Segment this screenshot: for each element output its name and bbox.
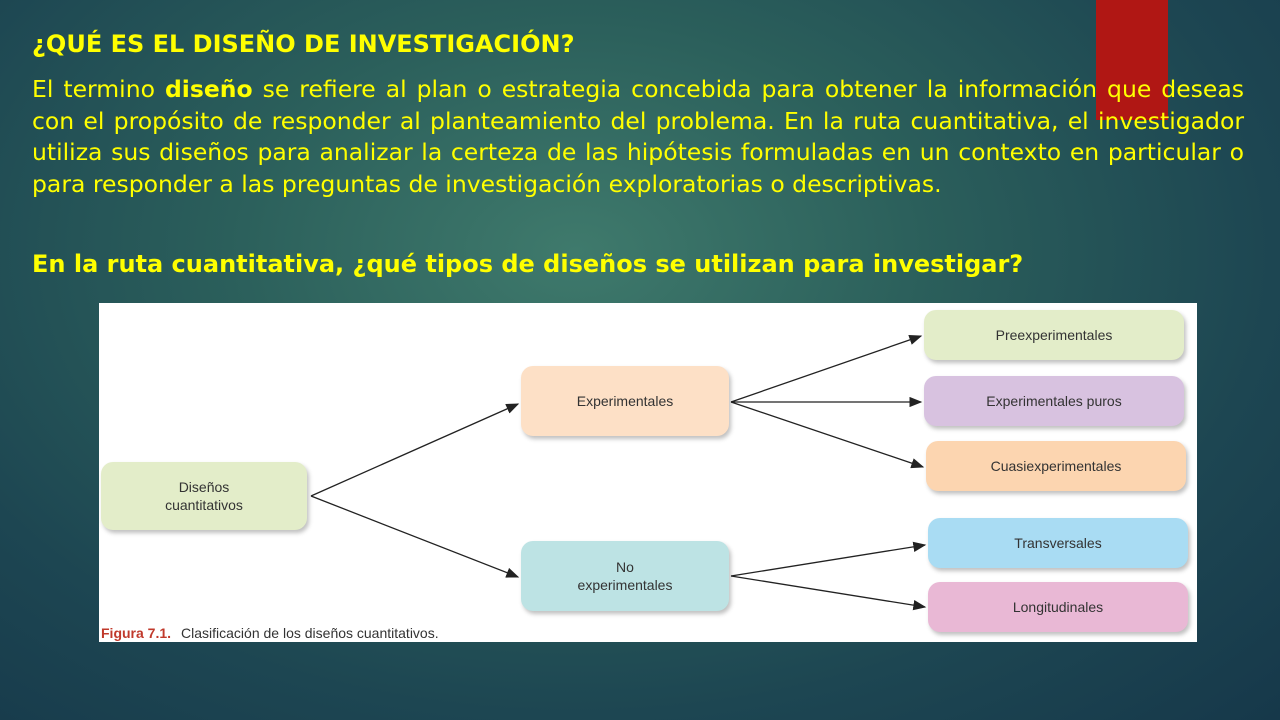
figure-caption-text: Clasificación de los diseños cuantitativos. (181, 625, 439, 641)
figure-caption (101, 625, 439, 641)
arrow-noexp-long (731, 576, 925, 607)
definition-paragraph (32, 74, 1244, 200)
node-experimentales: Experimentales (521, 366, 729, 436)
node-longitudinales: Longitudinales (928, 582, 1188, 632)
slide-title: ¿QUÉ ES EL DISEÑO DE INVESTIGACIÓN? (32, 30, 575, 58)
paragraph-body: se refiere al plan o estrategia concebida para obtener la información que deseas con el propósito de responder al planteamiento del problema. En la ruta cuantitativa, el investigador utiliza sus diseños para analizar la certeza de las hipótesis formuladas en un contexto en particular o para responder a las preguntas de investigación exploratorias o descriptivas. (32, 75, 1244, 198)
node-preexperimentales: Preexperimentales (924, 310, 1184, 360)
question-heading: En la ruta cuantitativa, ¿qué tipos de diseños se utilizan para investigar? (32, 250, 1024, 278)
arrow-exp-cuasi (731, 402, 923, 467)
node-no-experimentales: No experimentales (521, 541, 729, 611)
node-cuasiexperimentales: Cuasiexperimentales (926, 441, 1186, 491)
node-experimentales-puros: Experimentales puros (924, 376, 1184, 426)
arrow-exp-pre (731, 336, 921, 402)
paragraph-keyword: diseño (164, 75, 253, 103)
node-disenos-cuantitativos: Diseños cuantitativos (101, 462, 307, 530)
arrow-noexp-trans (731, 545, 925, 576)
figure-caption-label: Figura 7.1. (101, 625, 172, 641)
arrow-root-experimentales (311, 404, 518, 496)
classification-figure (99, 303, 1197, 642)
arrow-root-no-experimentales (311, 496, 518, 577)
node-transversales: Transversales (928, 518, 1188, 568)
paragraph-intro: El termino (32, 75, 165, 103)
